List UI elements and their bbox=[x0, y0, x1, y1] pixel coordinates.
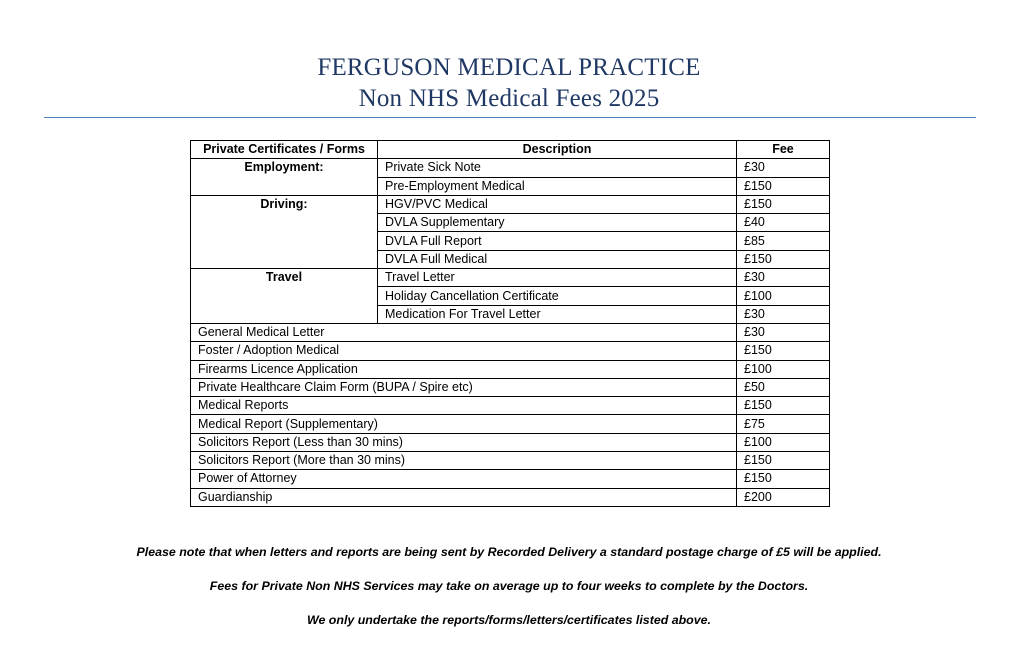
item-fee: £150 bbox=[737, 342, 830, 360]
item-description: Solicitors Report (Less than 30 mins) bbox=[191, 433, 737, 451]
item-fee: £150 bbox=[737, 250, 830, 268]
column-header-description: Description bbox=[378, 141, 737, 159]
item-description: HGV/PVC Medical bbox=[378, 195, 737, 213]
table-row bbox=[191, 323, 830, 341]
scope-note: We only undertake the reports/forms/letters/certificates listed above. bbox=[307, 613, 711, 627]
column-header-category: Private Certificates / Forms bbox=[191, 141, 378, 159]
item-description: Foster / Adoption Medical bbox=[191, 342, 737, 360]
table-row bbox=[191, 397, 830, 415]
item-description: DVLA Full Report bbox=[378, 232, 737, 250]
item-fee: £150 bbox=[737, 177, 830, 195]
item-fee: £50 bbox=[737, 378, 830, 396]
turnaround-note: Fees for Private Non NHS Services may take on average up to four weeks to complete by the Doctors. bbox=[209, 579, 809, 593]
item-description: Medication For Travel Letter bbox=[378, 305, 737, 323]
item-description: Firearms Licence Application bbox=[191, 360, 737, 378]
table-row bbox=[191, 415, 830, 433]
document-header bbox=[0, 52, 1018, 114]
postage-note: Please note that when letters and reports are being sent by Recorded Delivery a standard postage charge of £5 will be applied. bbox=[136, 545, 882, 559]
item-description: General Medical Letter bbox=[191, 323, 737, 341]
item-description: Guardianship bbox=[191, 488, 737, 506]
item-description: Private Sick Note bbox=[378, 159, 737, 177]
category-employment: Employment: bbox=[191, 159, 378, 196]
item-description: Solicitors Report (More than 30 mins) bbox=[191, 452, 737, 470]
item-fee: £40 bbox=[737, 214, 830, 232]
item-fee: £150 bbox=[737, 397, 830, 415]
item-fee: £30 bbox=[737, 323, 830, 341]
item-description: DVLA Supplementary bbox=[378, 214, 737, 232]
category-driving: Driving: bbox=[191, 195, 378, 268]
table-row bbox=[191, 470, 830, 488]
item-description: Medical Report (Supplementary) bbox=[191, 415, 737, 433]
table-row bbox=[191, 378, 830, 396]
item-fee: £75 bbox=[737, 415, 830, 433]
item-fee: £200 bbox=[737, 488, 830, 506]
table-row bbox=[191, 159, 830, 177]
item-fee: £30 bbox=[737, 305, 830, 323]
table-row bbox=[191, 452, 830, 470]
item-fee: £30 bbox=[737, 269, 830, 287]
header-divider bbox=[44, 117, 976, 118]
table-row bbox=[191, 360, 830, 378]
item-description: Holiday Cancellation Certificate bbox=[378, 287, 737, 305]
table-row bbox=[191, 269, 830, 287]
item-description: Medical Reports bbox=[191, 397, 737, 415]
item-fee: £150 bbox=[737, 452, 830, 470]
table-row bbox=[191, 433, 830, 451]
item-fee: £85 bbox=[737, 232, 830, 250]
practice-name: FERGUSON MEDICAL PRACTICE bbox=[317, 54, 701, 81]
item-fee: £150 bbox=[737, 195, 830, 213]
column-header-fee: Fee bbox=[737, 141, 830, 159]
category-travel: Travel bbox=[191, 269, 378, 324]
footer-notes bbox=[0, 544, 1018, 629]
item-description: Private Healthcare Claim Form (BUPA / Spire etc) bbox=[191, 378, 737, 396]
item-fee: £30 bbox=[737, 159, 830, 177]
table-row bbox=[191, 488, 830, 506]
item-fee: £100 bbox=[737, 360, 830, 378]
table-header-row bbox=[191, 141, 830, 159]
item-fee: £100 bbox=[737, 433, 830, 451]
item-description: Pre-Employment Medical bbox=[378, 177, 737, 195]
item-description: DVLA Full Medical bbox=[378, 250, 737, 268]
table-row bbox=[191, 342, 830, 360]
fees-table bbox=[190, 140, 830, 507]
item-fee: £100 bbox=[737, 287, 830, 305]
item-description: Travel Letter bbox=[378, 269, 737, 287]
item-fee: £150 bbox=[737, 470, 830, 488]
item-description: Power of Attorney bbox=[191, 470, 737, 488]
document-title: Non NHS Medical Fees 2025 bbox=[358, 85, 660, 112]
table-row bbox=[191, 195, 830, 213]
